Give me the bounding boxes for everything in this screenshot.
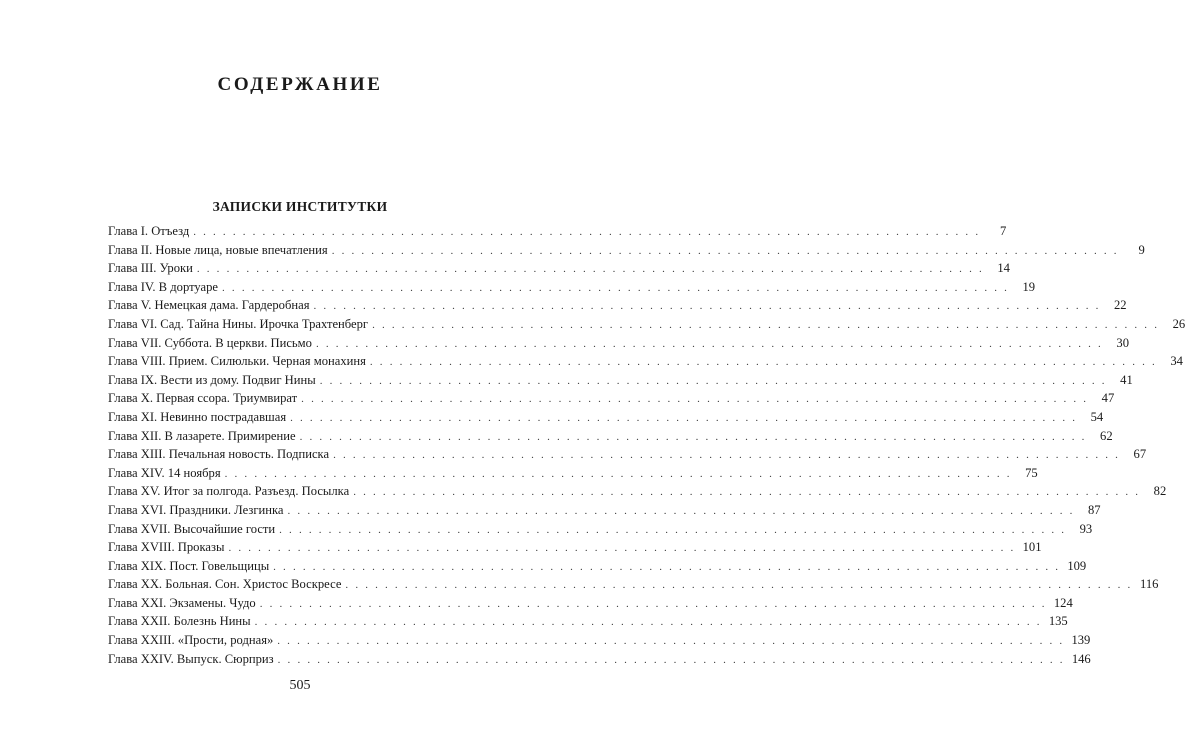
toc-entry [108,575,1159,594]
toc-entry [108,482,1167,501]
toc-entry-label: Глава XVIII. Проказы [108,540,225,555]
toc-entry-page: 82 [1153,484,1167,499]
toc-entry-label: Глава IX. Вести из дому. Подвиг Нины [108,372,316,387]
toc-leader-dots: . . . . . . . . . . . . . . . . . . . . . . . . . . . . . . . . . . . . . . . . . . . . . . . . . . . . . . . . . . . . . . . . . . . . . . . . . . . . . . . . [193,226,981,238]
toc-entry-page: 19 [1022,279,1036,294]
toc-entry-page: 22 [1113,298,1127,313]
toc-leader-dots: . . . . . . . . . . . . . . . . . . . . . . . . . . . . . . . . . . . . . . . . . . . . . . . . . . . . . . . . . . . . . . . . . . . . . . . . . . . . . . . . [273,560,1061,573]
toc-leader-dots: . . . . . . . . . . . . . . . . . . . . . . . . . . . . . . . . . . . . . . . . . . . . . . . . . . . . . . . . . . . . . . . . . . . . . . . . . . . . . . . . [301,393,1089,406]
toc-entry-page: 124 [1053,595,1073,610]
toc-entry-page: 116 [1140,577,1159,592]
toc-entry-page: 139 [1071,633,1091,648]
toc-entry-label: Глава VI. Сад. Тайна Нины. Ирочка Трахтенберг [108,316,369,331]
page-title: СОДЕРЖАНИЕ [217,74,383,95]
toc-entry-label: Глава XVII. Высочайшие гости [108,521,276,536]
toc-leader-dots: . . . . . . . . . . . . . . . . . . . . . . . . . . . . . . . . . . . . . . . . . . . . . . . . . . . . . . . . . . . . . . . . . . . . . . . . . . . . . . . . [331,244,1119,257]
toc-entry-label: Глава IV. В дортуаре [108,279,219,294]
toc-entry-page: 87 [1087,502,1101,517]
toc-entry-page: 41 [1120,372,1133,387]
toc-entry-label: Глава XI. Невинно пострадавшая [108,409,287,424]
toc-entry-label: Глава VII. Суббота. В церкви. Письмо [108,335,312,350]
toc-leader-dots: . . . . . . . . . . . . . . . . . . . . . . . . . . . . . . . . . . . . . . . . . . . . . . . . . . . . . . . . . . . . . . . . . . . . . . . . . . . . . . . . [319,374,1107,387]
toc-entry-label: Глава VIII. Прием. Силюльки. Черная монахиня [108,354,366,369]
toc-entry [108,557,1087,576]
toc-entry [108,501,1101,520]
toc-entry [108,296,1127,315]
toc-entry [108,371,1133,390]
toc-entry-page: 14 [997,261,1010,276]
toc-entry [108,594,1073,613]
toc-entry-page: 9 [1138,242,1145,257]
toc-leader-dots: . . . . . . . . . . . . . . . . . . . . . . . . . . . . . . . . . . . . . . . . . . . . . . . . . . . . . . . . . . . . . . . . . . . . . . . . . . . . . . . . [224,467,1012,480]
toc-entry-label: Глава XV. Итог за полгода. Разъезд. Посылка [108,484,350,499]
toc-leader-dots: . . . . . . . . . . . . . . . . . . . . . . . . . . . . . . . . . . . . . . . . . . . . . . . . . . . . . . . . . . . . . . . . . . . . . . . . . . . . . . . . [315,337,1103,350]
page-number: 505 [289,678,311,693]
toc-entry [108,278,1036,297]
toc-leader-dots: . . . . . . . . . . . . . . . . . . . . . . . . . . . . . . . . . . . . . . . . . . . . . . . . . . . . . . . . . . . . . . . . . . . . . . . . . . . . . . . . [277,635,1065,648]
toc-entry [108,222,1007,241]
toc-entry-label: Глава V. Немецкая дама. Гардеробная [108,298,310,313]
toc-entry [108,650,1091,669]
toc-entry-label: Глава XXII. Болезнь Нины [108,614,251,629]
toc-leader-dots: . . . . . . . . . . . . . . . . . . . . . . . . . . . . . . . . . . . . . . . . . . . . . . . . . . . . . . . . . . . . . . . . . . . . . . . . . . . . . . . . [277,653,1065,666]
toc-entry [108,315,1185,334]
toc-leader-dots: . . . . . . . . . . . . . . . . . . . . . . . . . . . . . . . . . . . . . . . . . . . . . . . . . . . . . . . . . . . . . . . . . . . . . . . . . . . . . . . . [290,411,1078,424]
toc-leader-dots: . . . . . . . . . . . . . . . . . . . . . . . . . . . . . . . . . . . . . . . . . . . . . . . . . . . . . . . . . . . . . . . . . . . . . . . . . . . . . . . . [287,504,1075,517]
toc-entry [108,259,1010,278]
toc-entry-label: Глава XXIII. «Прости, родная» [108,633,274,648]
toc-leader-dots: . . . . . . . . . . . . . . . . . . . . . . . . . . . . . . . . . . . . . . . . . . . . . . . . . . . . . . . . . . . . . . . . . . . . . . . . . . . . . . . . [369,356,1157,369]
toc-entry-page: 26 [1172,316,1185,331]
toc-entry [108,427,1113,446]
toc-entry-page: 109 [1067,558,1087,573]
table-of-contents [108,222,1185,668]
toc-entry [108,464,1038,483]
toc-entry-page: 146 [1071,651,1091,666]
toc-leader-dots: . . . . . . . . . . . . . . . . . . . . . . . . . . . . . . . . . . . . . . . . . . . . . . . . . . . . . . . . . . . . . . . . . . . . . . . . . . . . . . . . [353,486,1141,499]
toc-entry-page: 7 [1000,224,1007,238]
toc-entry-label: Глава XIX. Пост. Говельщицы [108,558,270,573]
toc-entry-label: Глава XXIV. Выпуск. Сюрприз [108,651,274,666]
toc-leader-dots: . . . . . . . . . . . . . . . . . . . . . . . . . . . . . . . . . . . . . . . . . . . . . . . . . . . . . . . . . . . . . . . . . . . . . . . . . . . . . . . . [279,523,1067,536]
toc-leader-dots: . . . . . . . . . . . . . . . . . . . . . . . . . . . . . . . . . . . . . . . . . . . . . . . . . . . . . . . . . . . . . . . . . . . . . . . . . . . . . . . . [299,430,1087,443]
toc-entry-label: Глава XX. Больная. Сон. Христос Воскресе [108,577,342,592]
toc-leader-dots: . . . . . . . . . . . . . . . . . . . . . . . . . . . . . . . . . . . . . . . . . . . . . . . . . . . . . . . . . . . . . . . . . . . . . . . . . . . . . . . . [333,449,1121,462]
toc-entry-label: Глава XIV. 14 ноября [108,465,221,480]
toc-entry [108,241,1145,260]
toc-entry [108,445,1147,464]
toc-leader-dots: . . . . . . . . . . . . . . . . . . . . . . . . . . . . . . . . . . . . . . . . . . . . . . . . . . . . . . . . . . . . . . . . . . . . . . . . . . . . . . . . [228,542,1016,555]
toc-leader-dots: . . . . . . . . . . . . . . . . . . . . . . . . . . . . . . . . . . . . . . . . . . . . . . . . . . . . . . . . . . . . . . . . . . . . . . . . . . . . . . . . [222,281,1010,294]
toc-entry [108,352,1183,371]
toc-entry-label: Глава XIII. Печальная новость. Подписка [108,447,330,462]
toc-leader-dots: . . . . . . . . . . . . . . . . . . . . . . . . . . . . . . . . . . . . . . . . . . . . . . . . . . . . . . . . . . . . . . . . . . . . . . . . . . . . . . . . [196,263,984,276]
toc-entry-page: 62 [1100,428,1113,443]
section-title: ЗАПИСКИ ИНСТИТУТКИ [212,199,388,214]
toc-entry [108,612,1068,631]
toc-entry-page: 135 [1048,614,1068,629]
toc-entry-label: Глава II. Новые лица, новые впечатления [108,242,328,257]
toc-leader-dots: . . . . . . . . . . . . . . . . . . . . . . . . . . . . . . . . . . . . . . . . . . . . . . . . . . . . . . . . . . . . . . . . . . . . . . . . . . . . . . . . [254,616,1042,629]
toc-leader-dots: . . . . . . . . . . . . . . . . . . . . . . . . . . . . . . . . . . . . . . . . . . . . . . . . . . . . . . . . . . . . . . . . . . . . . . . . . . . . . . . . [259,597,1047,610]
toc-entry-page: 34 [1170,354,1183,369]
toc-entry-page: 93 [1079,521,1093,536]
toc-entry [108,520,1093,539]
toc-leader-dots: . . . . . . . . . . . . . . . . . . . . . . . . . . . . . . . . . . . . . . . . . . . . . . . . . . . . . . . . . . . . . . . . . . . . . . . . . . . . . . . . [313,300,1101,313]
toc-entry-label: Глава XVI. Праздники. Лезгинка [108,502,284,517]
toc-entry-label: Глава III. Уроки [108,261,193,276]
toc-entry [108,334,1129,353]
toc-entry-label: Глава X. Первая ссора. Триумвират [108,391,298,406]
toc-entry [108,408,1104,427]
toc-entry-label: Глава XII. В лазарете. Примирение [108,428,296,443]
toc-entry-page: 30 [1116,335,1129,350]
toc-entry [108,631,1091,650]
toc-entry [108,538,1042,557]
toc-entry-label: Глава I. Отъезд [108,224,190,238]
toc-entry [108,389,1115,408]
toc-entry-page: 67 [1133,447,1147,462]
toc-entry-page: 101 [1022,540,1042,555]
toc-entry-page: 54 [1090,409,1104,424]
toc-leader-dots: . . . . . . . . . . . . . . . . . . . . . . . . . . . . . . . . . . . . . . . . . . . . . . . . . . . . . . . . . . . . . . . . . . . . . . . . . . . . . . . . [372,318,1160,331]
toc-entry-label: Глава XXI. Экзамены. Чудо [108,595,256,610]
toc-leader-dots: . . . . . . . . . . . . . . . . . . . . . . . . . . . . . . . . . . . . . . . . . . . . . . . . . . . . . . . . . . . . . . . . . . . . . . . . . . . . . . . . [345,579,1133,592]
toc-entry-page: 47 [1101,391,1115,406]
toc-entry-page: 75 [1025,465,1038,480]
